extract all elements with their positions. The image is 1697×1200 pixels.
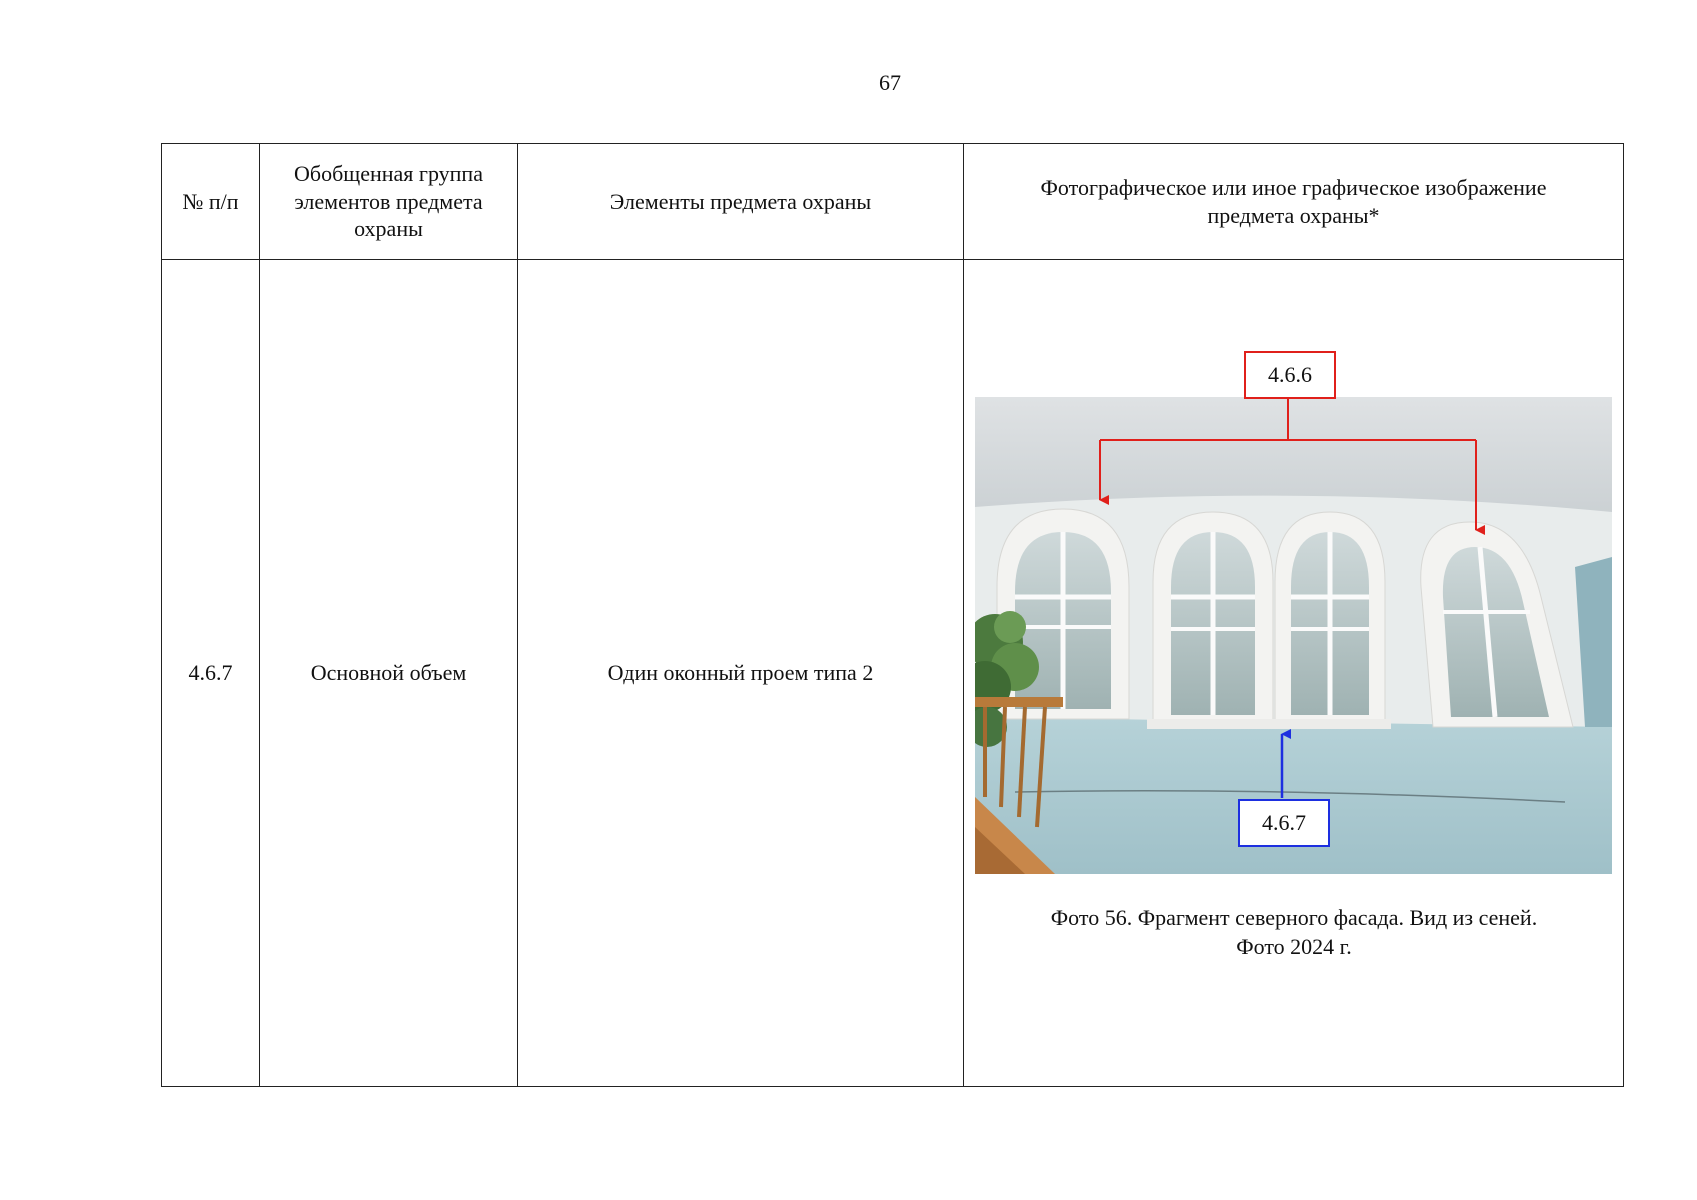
- row-num: 4.6.7: [162, 260, 260, 1087]
- row-image-cell: [964, 260, 1624, 1087]
- caption-line-2: Фото 2024 г.: [1236, 933, 1352, 959]
- photo-figure: [964, 260, 1624, 1086]
- row-elements: Один оконный проем типа 2: [518, 260, 964, 1087]
- photo-caption: [964, 904, 1624, 961]
- callout-label-4-6-7: 4.6.7: [1238, 799, 1330, 847]
- header-elements: Элементы предмета охраны: [518, 144, 964, 260]
- table-header-row: [162, 144, 1624, 260]
- page-number: 67: [879, 70, 901, 95]
- header-group: Обобщенная группа элементов предмета охраны: [260, 144, 518, 260]
- row-group: Основной объем: [260, 260, 518, 1087]
- callout-label-4-6-6: 4.6.6: [1244, 351, 1336, 399]
- table-row: [162, 260, 1624, 1087]
- header-num: № п/п: [162, 144, 260, 260]
- caption-line-1: Фото 56. Фрагмент северного фасада. Вид из сеней.: [1050, 905, 1538, 930]
- protection-table: [161, 143, 1624, 1087]
- header-image: Фотографическое или иное графическое изображение предмета охраны*: [964, 144, 1624, 260]
